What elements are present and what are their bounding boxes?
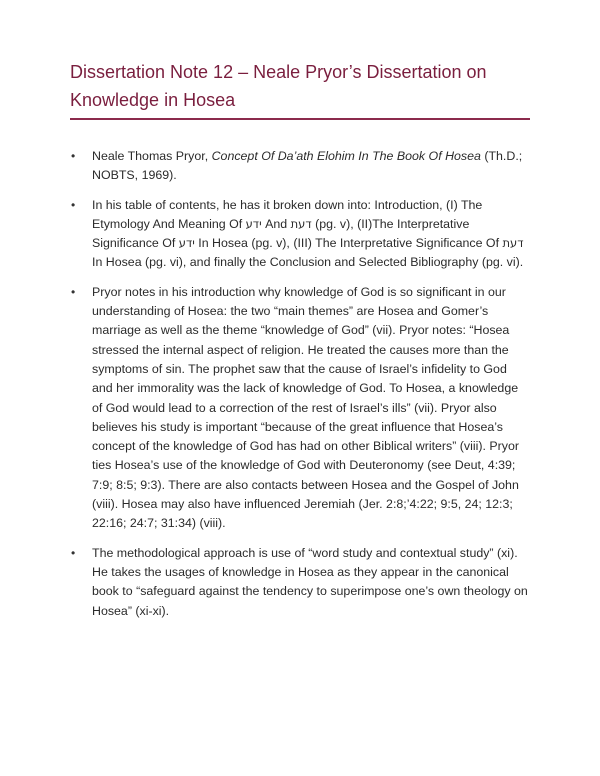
title-divider — [70, 118, 530, 120]
hebrew-word: ידע — [178, 236, 195, 251]
hebrew-word: ידע — [245, 216, 262, 231]
hebrew-word: דעת — [290, 216, 312, 231]
hebrew-word: דעת — [502, 236, 524, 251]
bullet-icon: • — [71, 197, 76, 212]
note-text: (pg. v), (II)The Interpretative Significance Of — [92, 216, 470, 251]
book-title: Concept Of Da’ath Elohim In The Book Of Hosea — [211, 149, 481, 163]
note-text: Neale Thomas Pryor, — [92, 149, 212, 163]
notes-list — [70, 147, 530, 631]
bullet-icon: • — [71, 284, 76, 299]
note-text: In Hosea (pg. vi), and finally the Conclusion and Selected Bibliography (pg. vi). — [92, 255, 524, 270]
note-text: And — [261, 216, 291, 231]
note-text: (Th.D.; NOBTS, 1969). — [92, 149, 523, 183]
note-text: Pryor notes in his introduction why knowledge of God is so significant in our understanding of Hosea: the two “main themes” are Hosea and Gomer’s marriage as well as the theme “knowledge of God” (vii). Pryor notes: “Hosea stressed the internal aspect of religion. He treated the causes more than the symptoms of sin. The prophet saw that the cause of Israel’s infidelity to God and her immorality was the lack of knowledge of God. To Hosea, a knowledge of God would lead to a correction of the rest of Israel’s ills” (vii). Pryor also believes his study is important “because of the great influence that Hosea’s concept of the knowledge of God has had on other Biblical writers” (viii). Pryor ties Hosea’s use of the knowledge of God with Deuteronomy (see Deut, 4:39; 7:9; 8:5; 9:3). There are also contacts between Hosea and the Gospel of John (viii). Hosea may also have influenced Jeremiah (Jer. 2:8;’4:22; 9:5, 24; 12:3; 22:16; 24:7; 31:34) (viii). — [92, 284, 519, 531]
note-text: The methodological approach is use of “word study and contextual study” (xi). He takes the usages of knowledge in Hosea as they appear in the canonical book to “safeguard against the tendency to superimpose one’s own theology on Hosea” (xi-xi). — [92, 545, 528, 618]
note-text: In Hosea (pg. v), (III) The Interpretative Significance Of — [194, 236, 503, 251]
note-text: In his table of contents, he has it broken down into: Introduction, (I) The Etymology And Meaning Of — [92, 197, 483, 231]
bullet-icon: • — [71, 545, 76, 560]
list-item — [70, 544, 530, 621]
bullet-icon: • — [71, 149, 76, 163]
list-item — [70, 283, 530, 534]
page-title: Dissertation Note 12 – Neale Pryor’s Dissertation on Knowledge in Hosea — [70, 62, 487, 110]
list-item — [70, 196, 530, 273]
list-item — [70, 147, 530, 186]
